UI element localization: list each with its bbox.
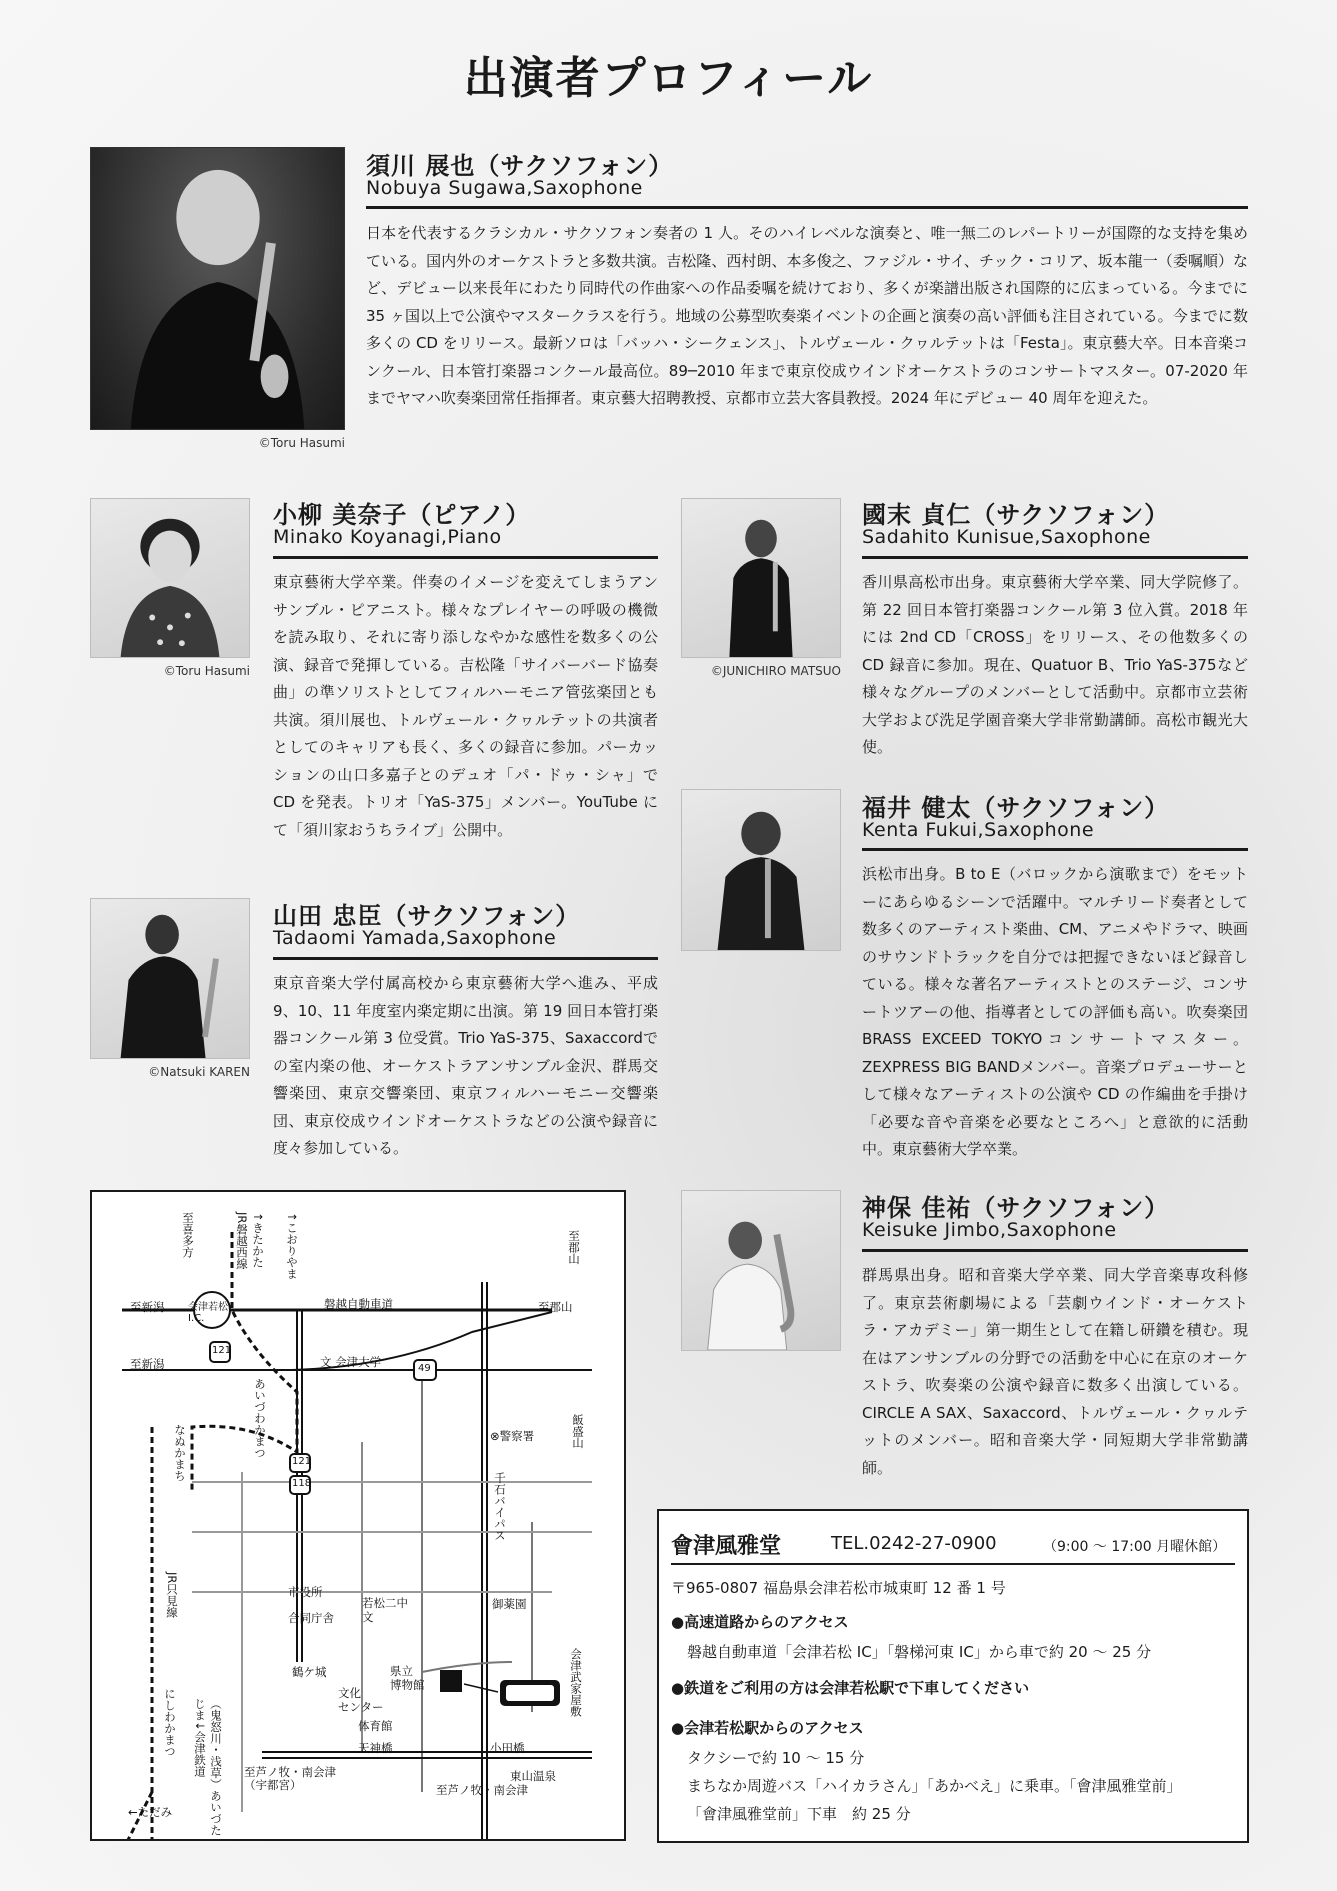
venue-tel: TEL.0242-27-0900 bbox=[831, 1533, 997, 1554]
map-label: 県立 博物館 bbox=[390, 1664, 425, 1692]
performer-bio: 東京音楽大学付属高校から東京藝術大学へ進み、平成 9、10、11 年度室内楽定期に出演。第 19 回日本管打楽器コンクール第 3 位受賞。Trio YaS-375、Saxaccordでの室内楽の他、オーケストラアンサンブル金沢、群馬交響楽団、東京交響楽団、東京フィルハーモニー交響楽団、東京佼成ウインドオーケストラなどの公演や録音に度々参加している。 bbox=[273, 974, 658, 1157]
divider bbox=[862, 1249, 1248, 1252]
performer-photo-fukui bbox=[681, 789, 841, 951]
venue-address: 〒965-0807 福島県会津若松市城東町 12 番 1 号 bbox=[671, 1579, 1006, 1597]
divider bbox=[273, 556, 658, 559]
performer-name-jp: 小柳 美奈子（ピアノ） bbox=[273, 501, 531, 529]
performer-bio: 浜松市出身。B to E（バロックから演歌まで）をモットーにあらゆるシーンで活躍中。マルチリード奏者として数多くのアーティスト楽曲、CM、アニメやドラマ、映画のサウンドトラックを自分では把握できないほど録音している。様々な著名アーティストとのステージ、コンサートツアーの他、指導者としての評価も高い。吹奏楽団 BRASS EXCEED TOKYOコンサートマスター。ZEXPRESS BIG BANDメンバー。音楽プロデューサーとして様々なアーティストの公演や CD の作編曲を手掛け「必要な音や音楽を必要なところへ」と意欲的に活動中。東京藝術大学卒業。 bbox=[862, 865, 1248, 1158]
map-label: 文 会津大学 bbox=[320, 1355, 382, 1369]
performer-name-en: Nobuya Sugawa,Saxophone bbox=[366, 177, 643, 199]
performer-photo-kunisue bbox=[681, 498, 841, 658]
access-text: タクシーで約 10 ～ 15 分 bbox=[687, 1749, 865, 1767]
map-label: 至郡山 bbox=[567, 1230, 581, 1265]
person-silhouette-icon bbox=[91, 499, 249, 657]
map-label: 鶴ケ城 bbox=[292, 1665, 327, 1679]
map-label: 飯盛山 bbox=[571, 1414, 585, 1449]
map-label: 118 bbox=[292, 1478, 312, 1489]
map-label: あいづわかまつ bbox=[253, 1378, 267, 1459]
map-label: 121 bbox=[292, 1456, 312, 1467]
map-label: 至芦ノ牧・南会津 （宇都宮） bbox=[244, 1765, 336, 1792]
map-label: JR只見線 bbox=[165, 1572, 179, 1618]
performer-name-en: Sadahito Kunisue,Saxophone bbox=[862, 526, 1151, 548]
venue-info-box bbox=[657, 1509, 1249, 1843]
divider bbox=[273, 957, 658, 960]
person-silhouette-icon bbox=[91, 899, 249, 1058]
performer-photo-sugawa bbox=[90, 147, 345, 430]
performer-bio: 香川県高松市出身。東京藝術大学卒業、同大学院修了。第 22 回日本管打楽器コンクール第 3 位入賞。2018 年には 2nd CD「CROSS」をリリース、その他数多くの CD 録音に参加。現在、Quatuor B、Trio YaS-375など様々なグループのメンバーとして活動中。京都市立芸術大学および洗足学園音楽大学非常勤講師。高松市観光大使。 bbox=[862, 573, 1248, 756]
performer-bio: 日本を代表するクラシカル・サクソフォン奏者の 1 人。そのハイレベルな演奏と、唯一無二のレパートリーが国際的な支持を集めている。国内外のオーケストラと多数共演。吉松隆、西村朗、本多俊之、ファジル・サイ、チック・コリア、坂本龍一（委嘱順）など、デビュー以来長年にわたり同時代の作曲家への作品委嘱を続けており、多くが楽譜出版され国際的に広まっている。今までに 35 ヶ国以上で公演やマスタークラスを行う。地域の公募型吹奏楽イベントの企画と演奏の高い評価も注目されている。今までに数多くの CD をリリース。最新ソロは「バッハ・シークェンス」、トルヴェール・クヮルテットは「Festa」。東京藝大卒。日本音楽コンクール、日本管打楽器コンクール最高位。89─2010 年まで東京佼成ウインドオーケストラのコンサートマスター。07-2020 年までヤマハ吹奏楽団常任指揮者。東京藝大招聘教授、京都市立芸大客員教授。2024 年にデビュー 40 周年を迎えた。 bbox=[366, 224, 1248, 407]
map-label: 文化 センター bbox=[338, 1686, 384, 1714]
map-label: 東山温泉 bbox=[510, 1769, 556, 1783]
person-silhouette-icon bbox=[91, 148, 344, 429]
access-text: まちなか周遊バス「ハイカラさん」「あかべえ」に乗車。「會津風雅堂前」 bbox=[687, 1777, 1182, 1795]
map-label: なぬかまち bbox=[173, 1424, 187, 1482]
person-silhouette-icon bbox=[682, 1191, 840, 1350]
map-label: 市役所 bbox=[288, 1585, 323, 1599]
map-label: ↑きたかた JR磐越西線 bbox=[235, 1212, 265, 1270]
map-label: 至新潟 bbox=[130, 1300, 165, 1314]
map-label: 若松二中 文 bbox=[362, 1596, 408, 1624]
map-label: 小田橋 bbox=[490, 1741, 525, 1755]
map-label: ⊗警察署 bbox=[490, 1429, 535, 1443]
access-heading: ●鉄道をご利用の方は会津若松駅で下車してください bbox=[671, 1679, 1030, 1697]
map-label: （鬼怒川・浅草）あいづたじま↓会津鉄道 bbox=[193, 1698, 223, 1836]
map-label: 会津若松 I.C. bbox=[188, 1302, 228, 1324]
access-map bbox=[90, 1190, 626, 1841]
performer-name-jp: 山田 忠臣（サクソフォン） bbox=[273, 902, 581, 930]
performer-name-en: Kenta Fukui,Saxophone bbox=[862, 819, 1095, 841]
divider bbox=[862, 848, 1248, 851]
person-silhouette-icon bbox=[682, 790, 840, 950]
photo-credit: ©Toru Hasumi bbox=[258, 436, 345, 450]
map-label: 121 bbox=[212, 1345, 232, 1356]
divider bbox=[366, 206, 1248, 209]
map-label: 至新潟 bbox=[130, 1357, 165, 1371]
performer-photo-koyanagi bbox=[90, 498, 250, 658]
performer-bio: 群馬県出身。昭和音楽大学卒業、同大学音楽専攻科修了。東京芸術劇場による「芸劇ウインド・オーケストラ・アカデミー」第一期生として在籍し研鑽を積む。現在はアンサンブルの分野での活動を中心に在京のオーケストラ、吹奏楽の公演や録音に数多く出演している。CIRCLE A SAX、Saxaccord、トルヴェール・クヮルテットのメンバー。昭和音楽大学・同短期大学非常勤講師。 bbox=[862, 1266, 1248, 1477]
performer-photo-yamada bbox=[90, 898, 250, 1059]
access-heading: ●高速道路からのアクセス bbox=[671, 1613, 849, 1631]
performer-photo-jimbo bbox=[681, 1190, 841, 1351]
map-label: 磐越自動車道 bbox=[324, 1297, 393, 1311]
page-title: 出演者プロフィール bbox=[463, 53, 874, 104]
map-label: 千石バイパス bbox=[493, 1472, 507, 1541]
map-label: にしわかまつ bbox=[163, 1688, 177, 1757]
map-label: 49 bbox=[418, 1363, 431, 1374]
performer-name-en: Minako Koyanagi,Piano bbox=[273, 526, 502, 548]
map-label: 合同庁舎 bbox=[288, 1611, 334, 1625]
access-text: 磐越自動車道「会津若松 IC」「磐梯河東 IC」から車で約 20 ～ 25 分 bbox=[687, 1643, 1152, 1661]
map-label: 至喜多方 bbox=[181, 1212, 195, 1258]
photo-credit: ©Toru Hasumi bbox=[163, 664, 250, 678]
map-label: ↑こおりやま bbox=[285, 1212, 299, 1280]
person-silhouette-icon bbox=[682, 499, 840, 657]
performer-name-jp: 福井 健太（サクソフォン） bbox=[862, 794, 1170, 822]
map-label: ←ただみ bbox=[128, 1805, 173, 1819]
access-heading: ●会津若松駅からのアクセス bbox=[671, 1719, 864, 1737]
map-label: 至芦ノ牧・南会津 bbox=[436, 1783, 528, 1797]
performer-bio: 東京藝術大学卒業。伴奏のイメージを変えてしまうアンサンブル・ピアニスト。様々なプレイヤーの呼吸の機微を読み取り、それに寄り添しなやかな感性を数多くの公演、録音で発揮している。吉松隆「サイバーバード協奏曲」の準ソリストとしてフィルハーモニア管弦楽団とも共演。須川展也、トルヴェール・クヮルテットの共演者としてのキャリアも長く、多くの録音に参加。パーカッションの山口多嘉子とのデュオ「パ・ドゥ・シャ」で CD を発表。トリオ「YaS-375」メンバー。YouTube にて「須川家おうちライブ」公開中。 bbox=[273, 573, 658, 839]
venue-name: 會津風雅堂 bbox=[671, 1534, 782, 1559]
performer-name-jp: 須川 展也（サクソフォン） bbox=[366, 152, 674, 180]
performer-name-en: Keisuke Jimbo,Saxophone bbox=[862, 1219, 1117, 1241]
map-label: 体育館 bbox=[358, 1719, 393, 1733]
divider bbox=[862, 556, 1248, 559]
venue-hours: （9:00 ～ 17:00 月曜休館） bbox=[1043, 1539, 1227, 1555]
map-label: 御薬園 bbox=[492, 1597, 527, 1611]
access-text: 「會津風雅堂前」下車 約 25 分 bbox=[687, 1805, 911, 1823]
divider bbox=[671, 1563, 1235, 1565]
performer-name-jp: 國末 貞仁（サクソフォン） bbox=[862, 501, 1170, 529]
performer-name-jp: 神保 佳祐（サクソフォン） bbox=[862, 1194, 1170, 1222]
map-label: 至郡山 bbox=[538, 1300, 573, 1314]
photo-credit: ©JUNICHIRO MATSUO bbox=[710, 664, 841, 678]
photo-credit: ©Natsuki KAREN bbox=[148, 1065, 250, 1079]
map-label: 天神橋 bbox=[358, 1741, 393, 1755]
performer-name-en: Tadaomi Yamada,Saxophone bbox=[273, 927, 557, 949]
map-label: 会津武家屋敷 bbox=[569, 1648, 583, 1717]
